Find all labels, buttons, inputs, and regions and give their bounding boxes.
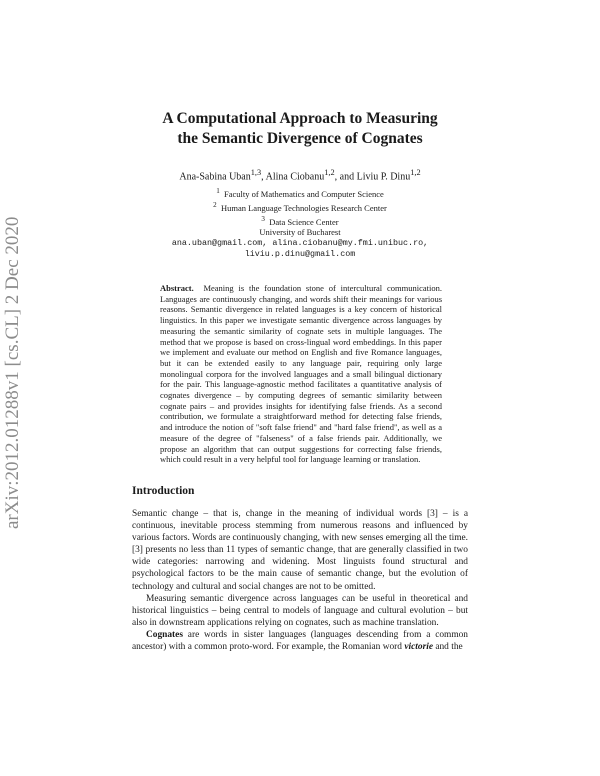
affiliation-text: Faculty of Mathematics and Computer Science <box>223 188 384 199</box>
affiliation-number: 1 <box>216 187 220 195</box>
affiliation-number: 2 <box>213 200 217 209</box>
author-name: Alina Ciobanu <box>265 171 325 183</box>
email-line-2: liviu.p.dinu@gmail.com <box>244 249 356 260</box>
affiliation-line <box>100 214 500 228</box>
author-separator: , <box>261 171 266 183</box>
abstract-text: Meaning is the foundation stone of intercultural communication. Languages are continuously changing, and words shift their meanings for various reasons. Semantic divergence in related languages is a key concern of historical linguistics. In this paper we investigate semantic divergence across languages by measuring the semantic similarity of cognate sets in multiple languages. The method that we propose is based on cross-lingual word embeddings. In this paper we implement and evaluate our method on English and five Romance languages, but it can be extended easily to any language pair, requiring only large monolingual corpora for the involved languages and a small bilingual dictionary for the pair. This language-agnostic method facilitates a quantitative analysis of cognates divergence – by computing degrees of semantic similarity between cognate pairs – and provides insights for identifying false friends. As a second contribution, we formulate a straightforward method for detecting false friends, and introduce the notion of "soft false friend" and "hard false friend", as well as a measure of the degree of "falseness" of a false friends pair. Additionally, we propose an algorithm that can output suggestions for correcting false friends, which could result in a very helpful tool for language learning or translation. <box>160 283 443 465</box>
abstract-label: Abstract. <box>160 283 194 293</box>
affiliation-line <box>100 200 500 214</box>
paragraph-1: Semantic change – that is, change in the meaning of individual words [3] – is a continuous, inevitable process stemming from numerous reasons and influenced by various factors. Words are continuously changing, with new senses emerging all the time. [3] presents no less than 11 types of semantic change, that are generally classified in two wide categories: narrowing and widening. Most linguists found structural and psychological factors to be the main cause of semantic change, but the evolution of technology and cultural and social changes are not to be omitted. <box>132 509 468 592</box>
author-list <box>100 168 500 182</box>
affiliation-text: Data Science Center <box>269 216 339 227</box>
arxiv-identifier: arXiv:2012.01288v1 [cs.CL] 2 Dec 2020 <box>2 216 23 530</box>
affiliation-text: Human Language Technologies Research Center <box>220 202 387 213</box>
author-affiliation-marker: 1,2 <box>410 168 421 177</box>
university-name: University of Bucharest <box>259 227 341 238</box>
affiliations <box>100 186 500 260</box>
section-heading: Introduction <box>132 485 195 497</box>
title-line-1: A Computational Approach to Measuring <box>162 110 438 127</box>
affiliation-line <box>100 186 500 200</box>
abstract <box>160 283 442 465</box>
author-name: Ana-Sabina Uban <box>179 171 251 183</box>
paragraph-3 <box>132 629 468 653</box>
title-line-2: the Semantic Divergence of Cognates <box>177 130 423 147</box>
paragraph-3-text: are words in sister languages (languages descending from a common ancestor) with a common proto-word. For example, the Romanian word <box>132 629 468 653</box>
author-name: Liviu P. Dinu <box>356 171 411 183</box>
affiliation-number: 3 <box>261 214 265 223</box>
example-word: victorie <box>404 642 433 653</box>
paragraph-2: Measuring semantic divergence across languages can be useful in theoretical and historical linguistics – being central to models of language and cultural evolution – but also in downstream applications relying on cognates, such as machine translation. <box>132 593 468 628</box>
paper-title <box>100 109 500 149</box>
email-line-1: ana.uban@gmail.com, alina.ciobanu@my.fmi.unibuc.ro, <box>171 238 429 249</box>
paragraph-3-end: and the <box>432 642 463 653</box>
author-affiliation-marker: 1,2 <box>324 168 335 177</box>
cognates-term: Cognates <box>146 629 183 640</box>
author-separator: , and <box>334 171 357 183</box>
introduction-body <box>132 508 468 653</box>
author-affiliation-marker: 1,3 <box>250 168 262 177</box>
